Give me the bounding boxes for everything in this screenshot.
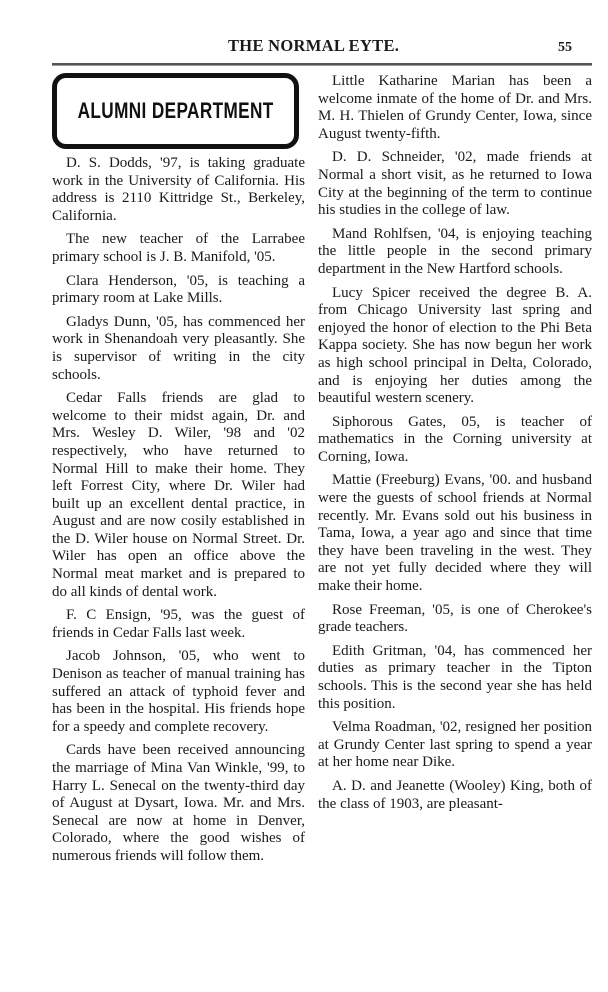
news-item: Gladys Dunn, '05, has commenced her work in Shenandoah very pleasantly. She is supervisor of writing in the city schools. [52, 313, 305, 383]
news-item: Mand Rohlfsen, '04, is enjoying teaching the little people in the second primary department in the New Hartford schools. [318, 225, 592, 277]
news-item: Little Katharine Marian has been a welcome inmate of the home of Dr. and Mrs. M. H. Thielen of Grundy Center, Iowa, since August twenty-fifth. [318, 73, 592, 142]
news-item: F. C Ensign, '95, was the guest of friends in Cedar Falls last week. [52, 607, 305, 641]
running-head [0, 34, 608, 56]
department-banner [52, 73, 299, 149]
left-column [52, 155, 305, 872]
header-rule [52, 63, 592, 66]
news-item: Cedar Falls friends are glad to welcome to their midst again, Dr. and Mrs. Wesley D. Wiler, '98 and '02 respectively, who have returned to Normal Hill to make their home. They left Forrest City, where Dr. Wiler had built up an excellent dental practice, in August and are now cosily established in the D. Wiler house on Normal Street. Dr. Wiler has open an office above the Normal meat market and is prepared to do all kinds of dental work. [52, 390, 305, 600]
news-item: Mattie (Freeburg) Evans, '00. and husband were the guests of school friends at Normal recently. Mr. Evans sold out his business in Tama, Iowa, a year ago and since that time they have been traveling in the west. They are not yet fully decided where they will make their home. [318, 472, 592, 595]
news-item: Clara Henderson, '05, is teaching a primary room at Lake Mills. [52, 272, 305, 307]
news-item: Velma Roadman, '02, resigned her position at Grundy Center last spring to spend a year at her home near Dike. [318, 719, 592, 771]
news-item: Lucy Spicer received the degree B. A. from Chicago University last spring and enjoyed the honor of election to the Phi Beta Kappa society. She has now begun her work as high school principal in Delta, Colorado, and is enjoying her duties among the beautiful western scenery. [318, 284, 592, 407]
news-item: Edith Gritman, '04, has commenced her duties as primary teacher in the Tipton schools. This is the second year she has held this position. [318, 642, 592, 712]
page-number: 55 [558, 40, 572, 55]
news-item: Rose Freeman, '05, is one of Cherokee's grade teachers. [318, 601, 592, 636]
news-item: Jacob Johnson, '05, who went to Denison as teacher of manual training has suffered an attack of typhoid fever and has been in the hospital. His friends hope for a speedy and complete recovery. [52, 648, 305, 735]
news-item: A. D. and Jeanette (Wooley) King, both of the class of 1903, are pleasant- [318, 777, 592, 812]
news-item: D. S. Dodds, '97, is taking graduate work in the University of California. His address is 2110 Kittridge St., Berkeley, California. [52, 155, 305, 224]
news-item: D. D. Schneider, '02, made friends at Normal a short visit, as he returned to Iowa City at the beginning of the term to continue his studies in the college of law. [318, 149, 592, 219]
journal-title: THE NORMAL EYTE. [228, 36, 400, 55]
news-item: Cards have been received announcing the marriage of Mina Van Winkle, '99, to Harry L. Senecal on the twenty-third day of August at Dysart, Iowa. Mr. and Mrs. Senecal are now at home in Denver, Colorado, where the good wishes of numerous friends will follow them. [52, 742, 305, 864]
department-title: ALUMNI DEPARTMENT [77, 98, 274, 123]
news-item: The new teacher of the Larrabee primary school is J. B. Manifold, '05. [52, 231, 305, 265]
news-item: Siphorous Gates, 05, is teacher of mathematics in the Corning university at Corning, Iowa. [318, 413, 592, 465]
right-column [318, 73, 592, 819]
